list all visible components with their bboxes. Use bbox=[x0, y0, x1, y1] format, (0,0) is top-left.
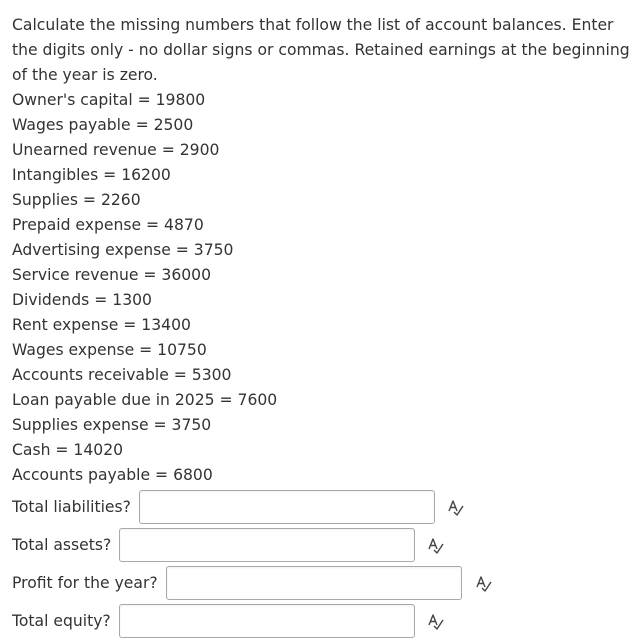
total-assets-input[interactable] bbox=[119, 528, 415, 562]
profit-for-the-year-input[interactable] bbox=[166, 566, 462, 600]
total-equity-label: Total equity? bbox=[12, 612, 111, 630]
balance-item: Intangibles = 16200 bbox=[12, 166, 171, 184]
spellcheck-icon[interactable] bbox=[426, 612, 444, 630]
spellcheck-icon[interactable] bbox=[474, 574, 492, 592]
balance-item: Owner's capital = 19800 bbox=[12, 91, 206, 109]
question-total-liabilities bbox=[12, 488, 632, 526]
balance-item: Accounts receivable = 5300 bbox=[12, 366, 232, 384]
spellcheck-icon[interactable] bbox=[426, 536, 444, 554]
instructions-text: Calculate the missing numbers that follow the list of account balances. Enter the digits only - no dollar signs or commas. Retained earnings at the beginning of the year is zero. bbox=[12, 16, 630, 84]
balance-item: Advertising expense = 3750 bbox=[12, 241, 234, 259]
balance-item: Supplies expense = 3750 bbox=[12, 416, 212, 434]
spellcheck-icon[interactable] bbox=[446, 498, 464, 516]
total-equity-input[interactable] bbox=[119, 604, 415, 638]
balance-item: Service revenue = 36000 bbox=[12, 266, 212, 284]
account-balances-list bbox=[12, 88, 632, 488]
question-container bbox=[12, 13, 632, 640]
balance-item: Cash = 14020 bbox=[12, 441, 124, 459]
question-total-equity bbox=[12, 602, 632, 640]
balance-item: Prepaid expense = 4870 bbox=[12, 216, 204, 234]
balance-item: Dividends = 1300 bbox=[12, 291, 152, 309]
balance-item: Rent expense = 13400 bbox=[12, 316, 191, 334]
balance-item: Unearned revenue = 2900 bbox=[12, 141, 220, 159]
total-liabilities-label: Total liabilities? bbox=[12, 498, 131, 516]
total-liabilities-input[interactable] bbox=[139, 490, 435, 524]
profit-for-the-year-label: Profit for the year? bbox=[12, 574, 158, 592]
question-total-assets bbox=[12, 526, 632, 564]
balance-item: Wages payable = 2500 bbox=[12, 116, 194, 134]
balance-item: Wages expense = 10750 bbox=[12, 341, 207, 359]
total-assets-label: Total assets? bbox=[12, 536, 112, 554]
balance-item: Loan payable due in 2025 = 7600 bbox=[12, 391, 278, 409]
balance-item: Accounts payable = 6800 bbox=[12, 466, 213, 484]
question-profit-for-the-year bbox=[12, 564, 632, 602]
balance-item: Supplies = 2260 bbox=[12, 191, 141, 209]
